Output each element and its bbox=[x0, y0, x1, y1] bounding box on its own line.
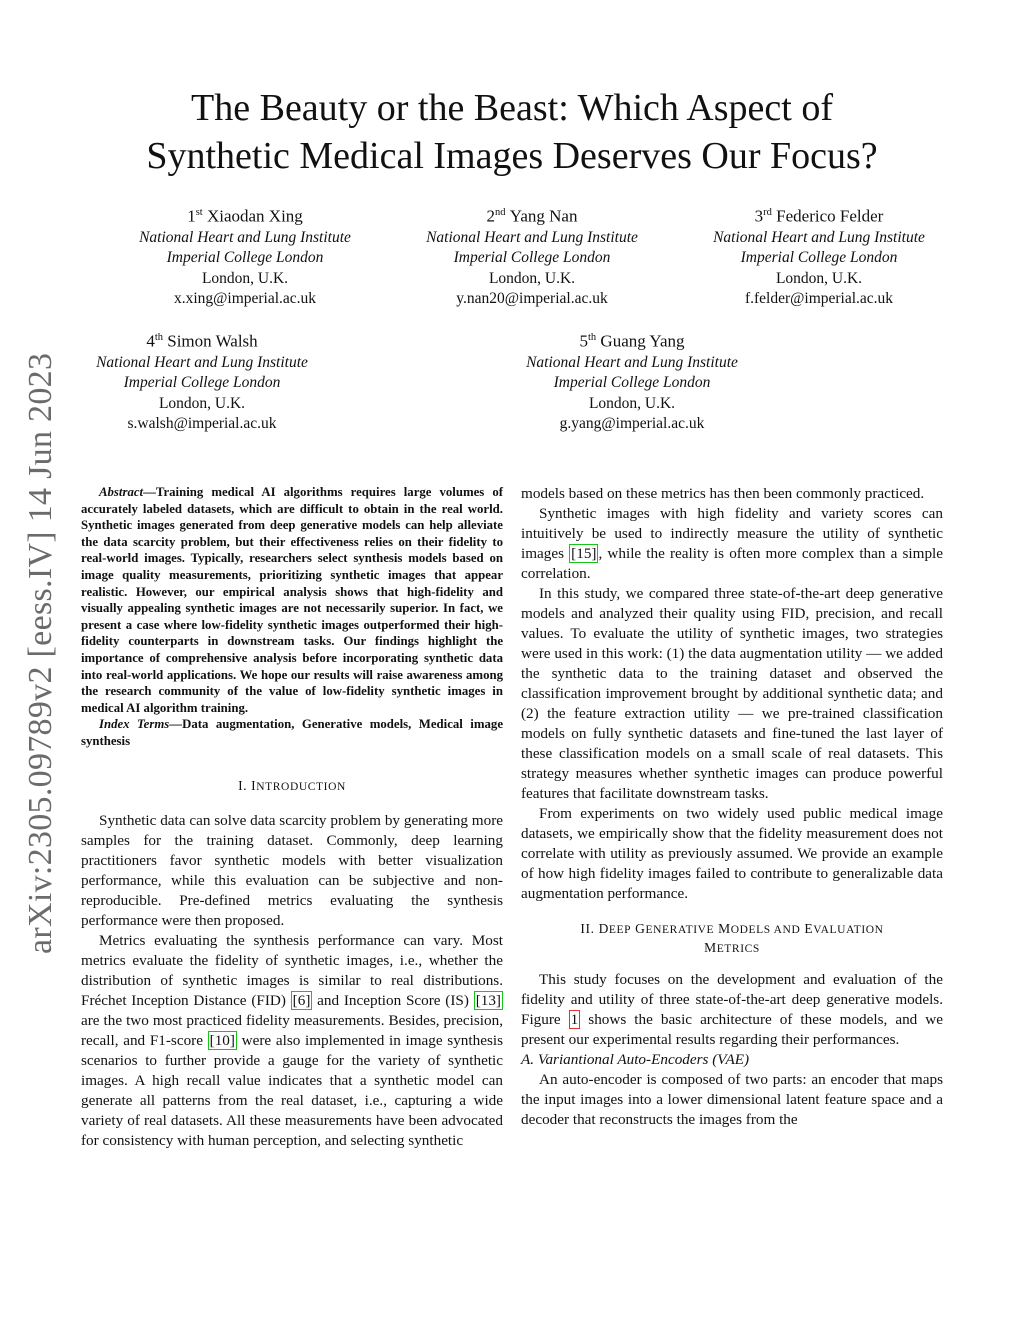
author-email[interactable]: f.felder@imperial.ac.uk bbox=[744, 290, 894, 308]
index-terms-label: Index Terms bbox=[99, 717, 170, 732]
right-column bbox=[521, 484, 943, 1130]
author-college: Imperial College London bbox=[453, 249, 611, 267]
index-terms-text: —Data augmentation, Generative models, Medical image synthesis bbox=[81, 717, 504, 748]
author-city: London, U.K. bbox=[488, 269, 576, 287]
subsection-heading-vae: A. Variantional Auto-Encoders (VAE) bbox=[521, 1051, 750, 1068]
author-block-2 bbox=[407, 202, 657, 310]
author-institute: National Heart and Lung Institute bbox=[139, 228, 351, 246]
author-institute: National Heart and Lung Institute bbox=[713, 228, 925, 246]
author-name: 1st Xiaodan Xing bbox=[187, 206, 303, 226]
author-email[interactable]: g.yang@imperial.ac.uk bbox=[559, 415, 705, 433]
abstract bbox=[81, 484, 503, 716]
abstract-text: —Training medical AI algorithms requires large volumes of accurately labeled datasets, which are difficult to obtain in the real world. Synthetic images generated from deep generative models can help alleviate the data scarcity problem, but their effectiveness relies on their fidelity to real-world images. Typically, researchers select synthesis models based on image quality measurements, prioritizing synthetic images that appear realistic. However, our empirical analysis shows that high-fidelity and visually appealing synthetic images are not necessarily superior. In fact, we present a case where low-fidelity synthetic images outperformed their high-fidelity counterparts in downstream tasks. Our findings highlight the importance of comprehensive analysis before incorporating synthetic data into real-world applications. We hope our results will raise awareness among the research community of the value of low-fidelity synthetic images in medical AI algorithm training. bbox=[81, 485, 503, 715]
citation-15[interactable]: [15] bbox=[571, 545, 597, 562]
citation-6[interactable]: [6] bbox=[292, 991, 311, 1009]
author-email[interactable]: s.walsh@imperial.ac.uk bbox=[127, 415, 277, 433]
figure-1-link[interactable]: 1 bbox=[570, 1011, 579, 1028]
author-name: 2nd Yang Nan bbox=[486, 206, 578, 226]
author-institute: National Heart and Lung Institute bbox=[426, 228, 638, 246]
author-email[interactable]: y.nan20@imperial.ac.uk bbox=[456, 290, 608, 308]
citation-10[interactable]: [10] bbox=[209, 1031, 235, 1049]
right-paragraph-5: An auto-encoder is composed of two parts: an encoder that maps the input images into a lower dimensional latent feature space and a decoder that reconstructs the images from the bbox=[521, 1071, 943, 1128]
title-line-2: Synthetic Medical Images Deserves Our Focus? bbox=[146, 135, 878, 177]
author-block-4 bbox=[74, 327, 330, 435]
right-paragraph-2: In this study, we compared three state-of-the-art deep generative models and analyzed their quality using FID, precision, and recall values. To evaluate the utility of synthetic images, two strategies were used in this work: (1) the data augmentation utility — we added the synthetic data to the training dataset and observed the classification improvement brought by additional synthetic data; and (2) the feature extraction utility — we pre-trained classification models on fully synthetic datasets and fine-tuned the last layer of these classification models on a small scale of real datasets. This strategy measures whether synthetic images can produce powerful features that facilitate downstream tasks. bbox=[521, 585, 943, 802]
author-block-5 bbox=[504, 327, 760, 435]
author-email[interactable]: x.xing@imperial.ac.uk bbox=[173, 290, 317, 308]
section-heading-introduction: I. INTRODUCTION bbox=[238, 777, 346, 793]
author-college: Imperial College London bbox=[166, 249, 324, 267]
author-block-3 bbox=[694, 202, 944, 310]
author-name: 5th Guang Yang bbox=[579, 331, 685, 351]
author-institute: National Heart and Lung Institute bbox=[96, 353, 308, 371]
author-name: 4th Simon Walsh bbox=[146, 331, 258, 351]
index-terms bbox=[81, 716, 503, 749]
left-column bbox=[81, 484, 503, 1151]
section-heading-generative-models: II. DEEP GENERATIVE MODELS AND EVALUATION METRICS bbox=[580, 921, 884, 955]
intro-paragraph-1: Synthetic data can solve data scarcity problem by generating more samples for the training dataset. Commonly, deep learning practitioners favor synthetic models with better visualization performance, while this evaluation can be subjective and non-reproducible. Pre-defined metrics evaluating the synthesis performance were then proposed. bbox=[81, 811, 503, 929]
author-name: 3rd Federico Felder bbox=[754, 206, 884, 226]
citation-13[interactable]: [13] bbox=[475, 991, 501, 1009]
intro-paragraph-2: Metrics evaluating the synthesis performance can vary. Most metrics evaluate the fidelity of synthetic images, i.e., whether the distribution of synthetic images is similar to real distributions. Fréchet Inception Distance (FID) [6] and Inception Score (IS) [13] are the two most practiced fidelity measurements. Besides, precision, recall, and F1-score [10] were also implemented in image synthesis scenarios to further provide a gauge for the variety of synthetic images. A high recall value indicates that a synthetic model can generate all patterns from the real dataset, i.e., capturing a wide variety of real datasets. All these measurements have been advocated for consistency with human perception, and selecting synthetic bbox=[81, 931, 503, 1149]
abstract-label: Abstract bbox=[99, 485, 144, 499]
author-city: London, U.K. bbox=[588, 394, 676, 412]
author-institute: National Heart and Lung Institute bbox=[526, 353, 738, 371]
right-paragraph-1: Synthetic images with high fidelity and variety scores can intuitively be used to indirectly measure the utility of synthetic images [15] , while the reality is often more complex than a simple correlation. bbox=[521, 505, 943, 582]
author-block-1 bbox=[120, 202, 370, 310]
right-paragraph-3: From experiments on two widely used public medical image datasets, we empirically show that the fidelity measurement does not correlate with utility as previously assumed. We provide an example of how high fidelity images failed to contribute to generalizable data augmentation performance. bbox=[521, 805, 943, 902]
author-college: Imperial College London bbox=[553, 374, 711, 392]
right-paragraph-4: This study focuses on the development and evaluation of the fidelity and utility of three state-of-the-art deep generative models. Figure 1 shows the basic architecture of these models, and we present our experimental results regarding their performances. bbox=[521, 971, 943, 1048]
right-paragraph-continued: models based on these metrics has then been commonly practiced. bbox=[521, 485, 925, 502]
author-city: London, U.K. bbox=[201, 269, 289, 287]
title-line-1: The Beauty or the Beast: Which Aspect of bbox=[191, 87, 833, 129]
paper-title bbox=[60, 84, 964, 180]
arxiv-identifier[interactable]: arXiv:2305.09789v2 [eess.IV] 14 Jun 2023 bbox=[22, 352, 59, 954]
author-city: London, U.K. bbox=[158, 394, 246, 412]
author-college: Imperial College London bbox=[740, 249, 898, 267]
author-college: Imperial College London bbox=[123, 374, 281, 392]
author-city: London, U.K. bbox=[775, 269, 863, 287]
